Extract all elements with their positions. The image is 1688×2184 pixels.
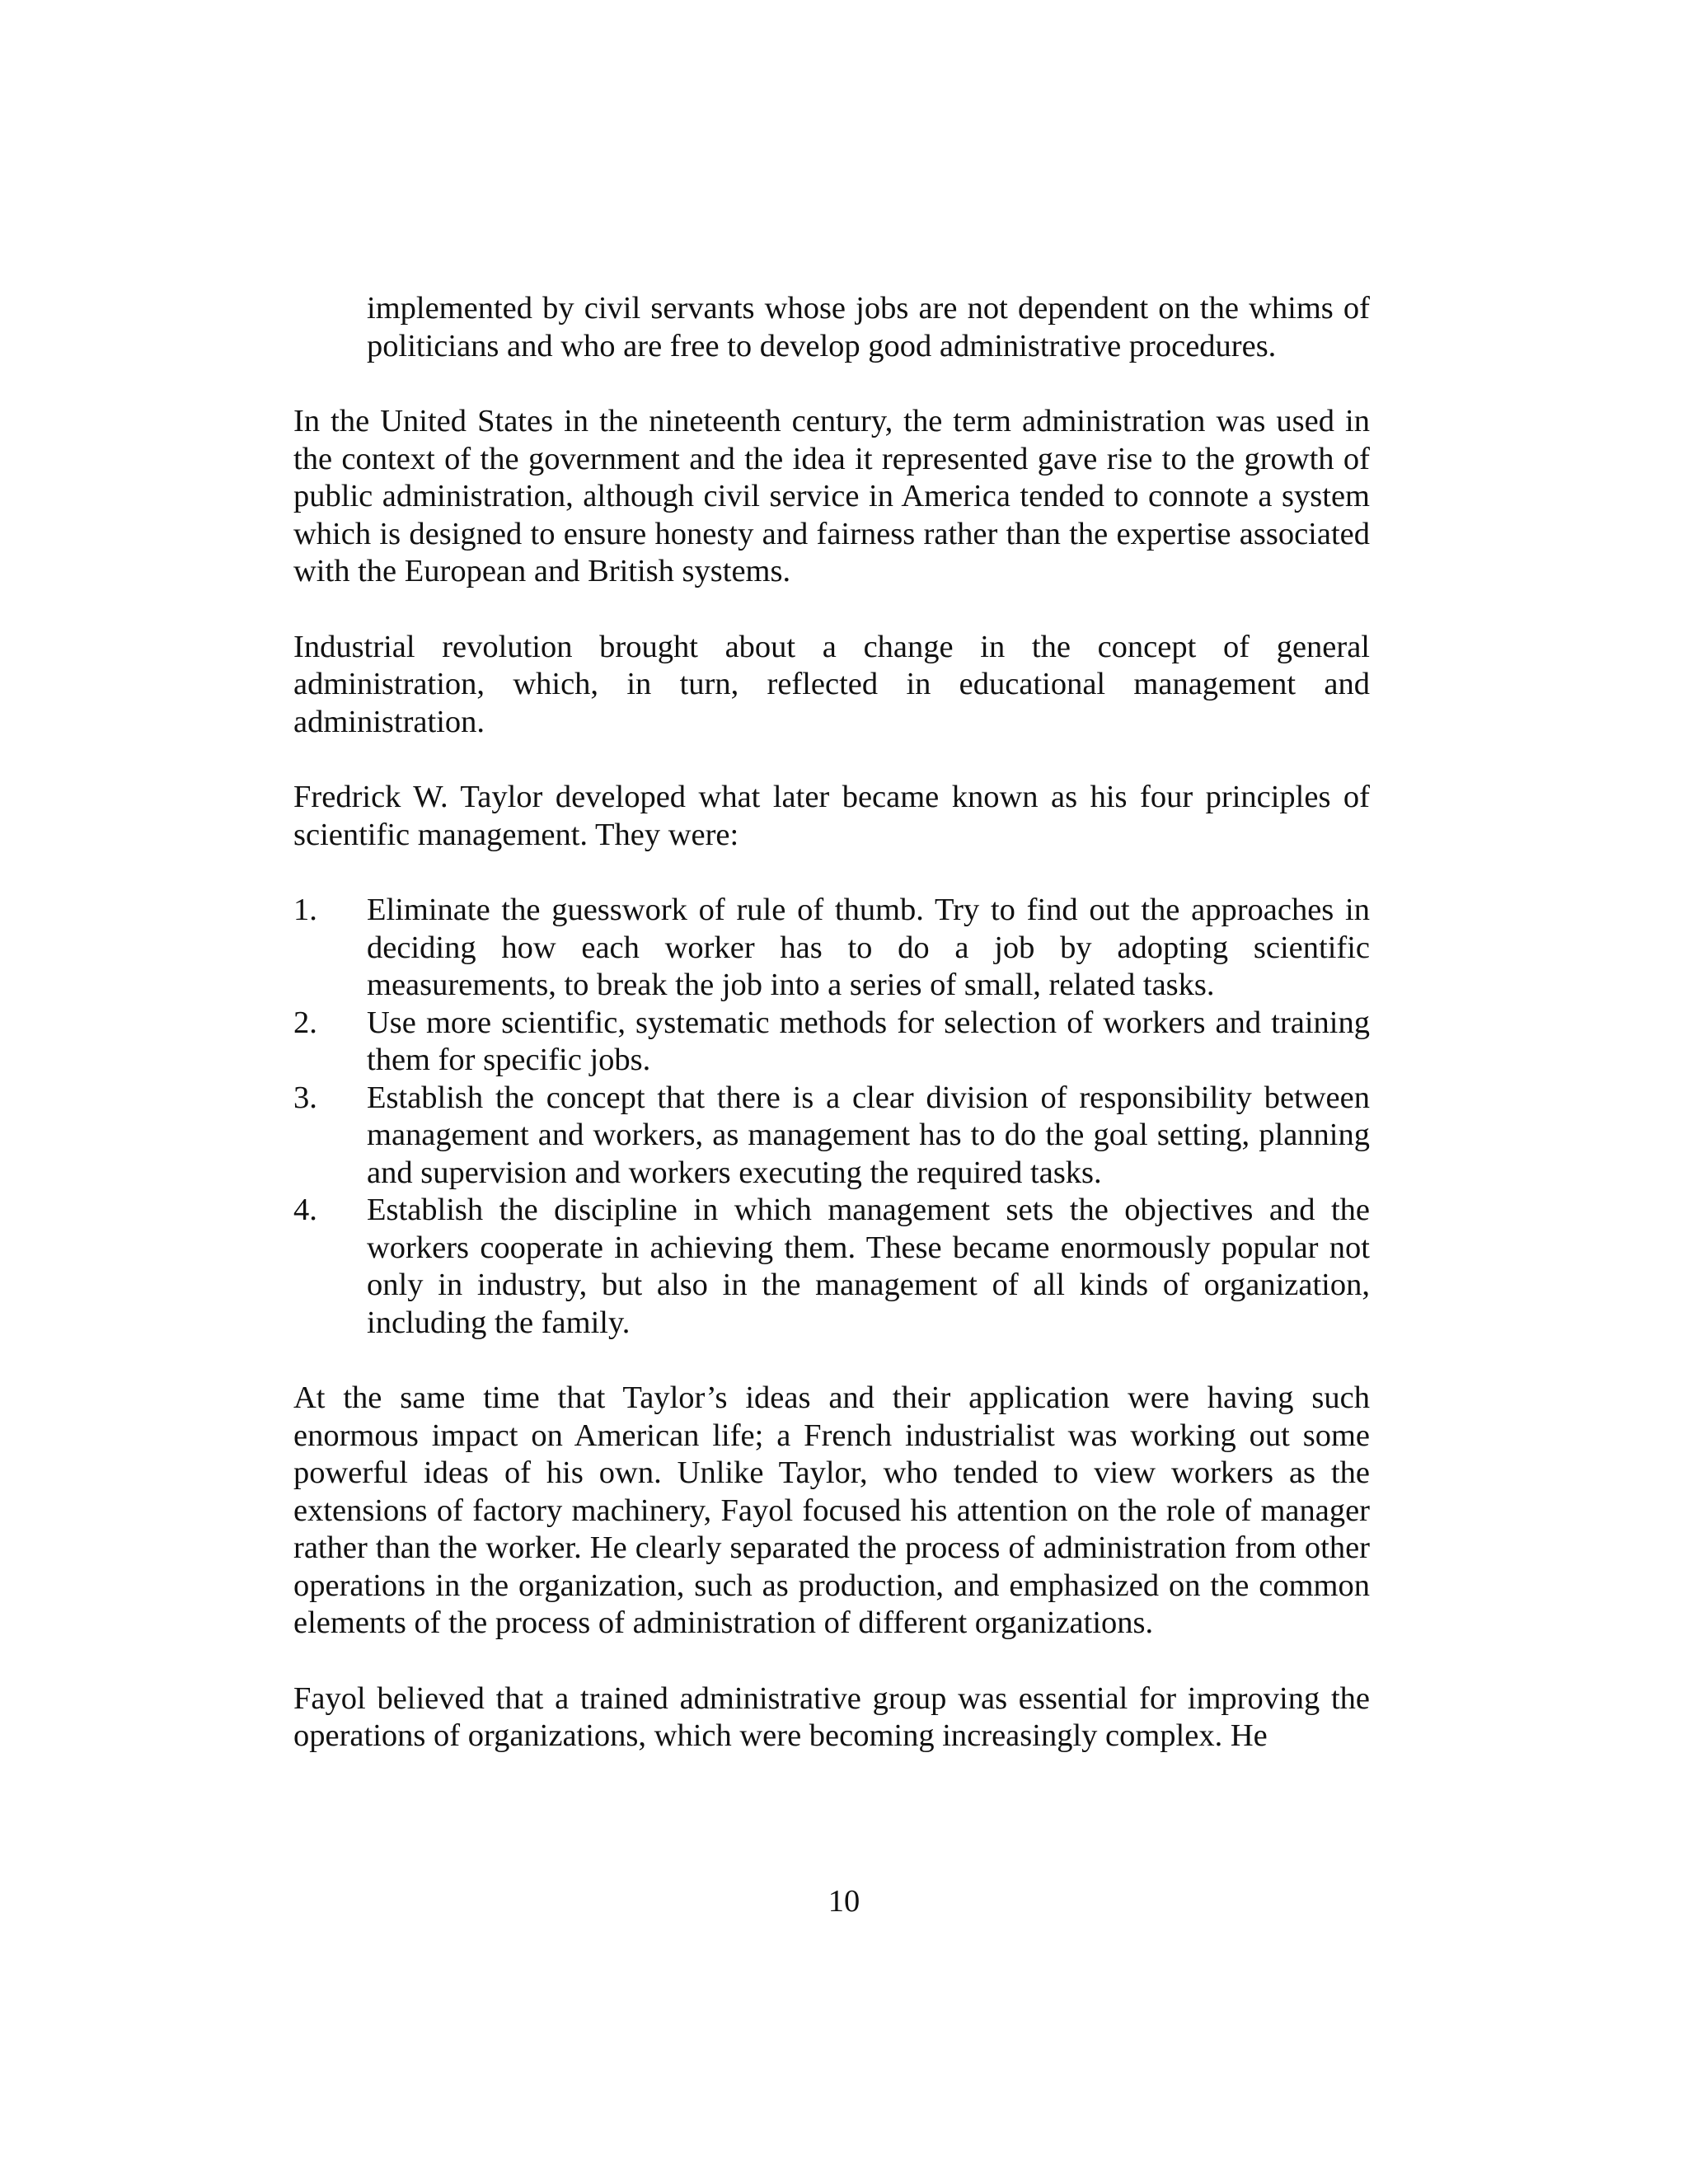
list-item-text: Establish the concept that there is a clear division of responsibility between management and workers, as management has to do the goal setting, planning and supervision and workers executing the required tasks.	[367, 1080, 1370, 1190]
list-item-number: 4.	[293, 1193, 317, 1227]
list-item	[293, 1005, 1370, 1080]
list-item-text: Use more scientific, systematic methods for selection of workers and training them for specific jobs.	[367, 1005, 1370, 1077]
page-number: 10	[828, 1884, 860, 1919]
list-item-text: Establish the discipline in which management sets the objectives and the workers cooperate in achieving them. These became enormously popular not only in industry, but also in the management of all kinds of organization, including the family.	[367, 1193, 1370, 1340]
list-item-text: Eliminate the guesswork of rule of thumb. Try to find out the approaches in deciding how each worker has to do a job by adopting scientific measurements, to break the job into a series of small, related tasks.	[367, 893, 1370, 1002]
list-item	[293, 1080, 1370, 1193]
list-item-number: 3.	[293, 1080, 317, 1115]
list-item	[293, 892, 1370, 1005]
paragraph-fayol-beliefs: Fayol believed that a trained administrative group was essential for improving the operations of organizations, which were becoming increasingly complex. He	[293, 1680, 1370, 1753]
taylor-principles-list	[293, 892, 1370, 1342]
paragraph-industrial-revolution: Industrial revolution brought about a change in the concept of general administration, which, in turn, reflected in educational management and administration.	[293, 629, 1370, 739]
list-item-number: 2.	[293, 1005, 317, 1040]
paragraph-fayol-intro: At the same time that Taylor’s ideas and their application were having such enormous impact on American life; a French industrialist was working out some powerful ideas of his own. Unlike Taylor, who tended to view workers as the extensions of factory machinery, Fayol focused his attention on the role of manager rather than the worker. He clearly separated the process of administration from other operations in the organization, such as production, and emphasized on the common elements of the process of administration of different organizations.	[293, 1380, 1370, 1640]
list-item	[293, 1192, 1370, 1342]
list-item-number: 1.	[293, 893, 317, 927]
page-body	[293, 290, 1370, 1793]
paragraph-taylor-intro: Fredrick W. Taylor developed what later became known as his four principles of scientific management. They were:	[293, 780, 1370, 852]
paragraph-us-administration: In the United States in the nineteenth century, the term administration was used in the context of the government and the idea it represented gave rise to the growth of public administration, although civil service in America tended to connote a system which is designed to ensure honesty and fairness rather than the expertise associated with the European and British systems.	[293, 404, 1370, 588]
continuation-paragraph: implemented by civil servants whose jobs are not dependent on the whims of politicians and who are free to develop good administrative procedures.	[367, 291, 1370, 363]
